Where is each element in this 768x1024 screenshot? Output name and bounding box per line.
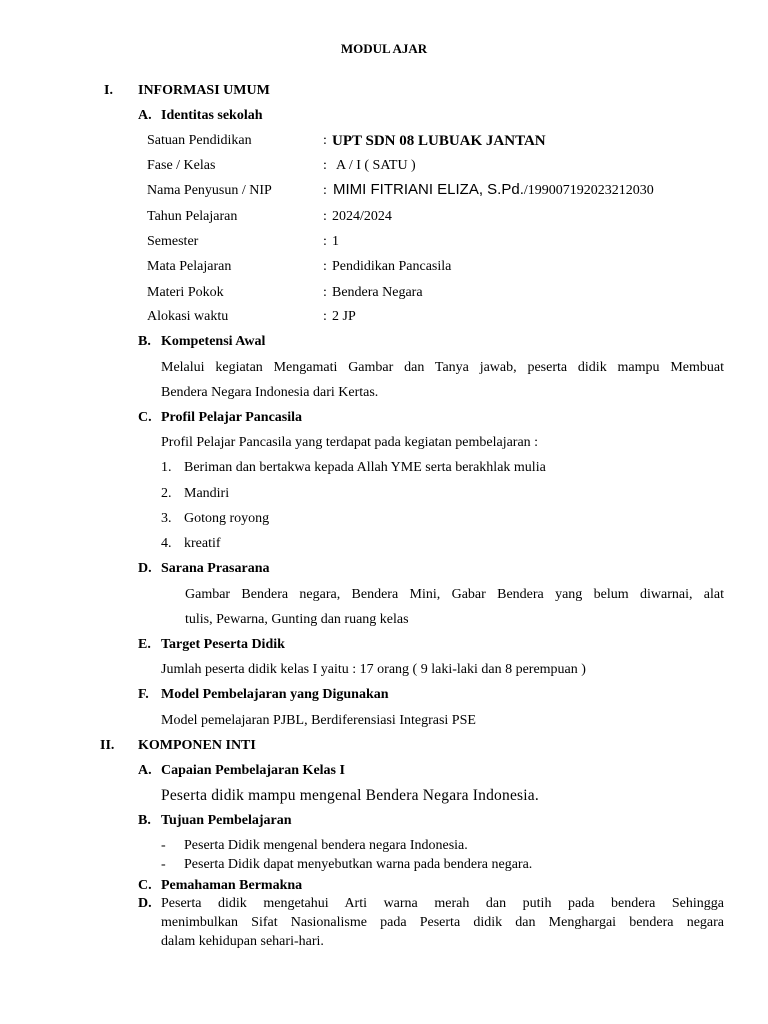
paragraph-line: Bendera Negara Indonesia dari Kertas. (161, 385, 379, 400)
identity-value: Pendidikan Pancasila (332, 259, 452, 274)
subsection-letter: E. (138, 637, 151, 652)
subsection-letter: D. (138, 561, 152, 576)
identity-value: Bendera Negara (332, 285, 423, 300)
identity-value: A / I ( SATU ) (336, 158, 416, 173)
subsection-heading: Sarana Prasarana (161, 561, 270, 576)
section-number: II. (100, 738, 115, 753)
identity-colon: : (323, 209, 327, 224)
subsection-heading: Identitas sekolah (161, 108, 263, 123)
section-heading: INFORMASI UMUM (138, 83, 270, 98)
identity-colon: : (323, 183, 327, 198)
list-number: 3. (161, 511, 172, 526)
subsection-heading: Kompetensi Awal (161, 334, 266, 349)
page-title: MODUL AJAR (340, 41, 428, 56)
list-number: 4. (161, 536, 172, 551)
author-name: MIMI FITRIANI ELIZA, S.Pd. (333, 181, 524, 198)
list-item: Mandiri (184, 486, 230, 501)
identity-colon: : (323, 133, 327, 148)
identity-colon: : (323, 234, 327, 249)
list-number: 1. (161, 460, 172, 475)
paragraph-line: tulis, Pewarna, Gunting dan ruang kelas (185, 612, 409, 627)
subsection-letter: A. (138, 763, 152, 778)
paragraph-line: dalam kehidupan sehari-hari. (161, 934, 324, 949)
identity-colon: : (323, 259, 327, 274)
paragraph-line: Peserta didik mampu mengenal Bendera Negara Indonesia. (161, 787, 539, 804)
list-item: Peserta Didik mengenal bendera negara Indonesia. (184, 838, 468, 853)
subsection-heading: Pemahaman Bermakna (161, 878, 303, 893)
identity-colon: : (323, 158, 327, 173)
identity-label: Fase / Kelas (147, 158, 216, 173)
subsection-heading: Profil Pelajar Pancasila (161, 410, 303, 425)
subsection-heading: Tujuan Pembelajaran (161, 813, 292, 828)
subsection-letter: C. (138, 878, 152, 893)
paragraph-line: Profil Pelajar Pancasila yang terdapat pada kegiatan pembelajaran : (161, 435, 539, 450)
identity-colon: : (323, 309, 327, 324)
paragraph-line: Jumlah peserta didik kelas I yaitu : 17 orang ( 9 laki-laki dan 8 perempuan ) (161, 662, 586, 677)
paragraph-line: Model pemelajaran PJBL, Berdiferensiasi Integrasi PSE (161, 713, 476, 728)
identity-label: Tahun Pelajaran (147, 209, 238, 224)
list-item: kreatif (184, 536, 221, 551)
identity-value: 1 (332, 234, 339, 249)
subsection-letter: D. (138, 896, 152, 911)
author-nip: /199007192023212030 (523, 183, 654, 198)
subsection-letter: F. (138, 687, 149, 702)
identity-label: Materi Pokok (147, 285, 224, 300)
identity-label: Nama Penyusun / NIP (147, 183, 272, 198)
identity-label: Mata Pelajaran (147, 259, 232, 274)
subsection-letter: B. (138, 334, 151, 349)
identity-label: Alokasi waktu (147, 309, 229, 324)
list-bullet: - (161, 857, 166, 872)
paragraph-line: Melalui kegiatan Mengamati Gambar dan Tanya jawab, peserta didik mampu Membuat (161, 360, 724, 375)
list-bullet: - (161, 838, 166, 853)
paragraph-line: menimbulkan Sifat Nasionalisme pada Peserta didik dan Menghargai bendera negara (161, 915, 724, 930)
identity-value: 2 JP (332, 309, 356, 324)
subsection-heading: Target Peserta Didik (161, 637, 285, 652)
identity-label: Semester (147, 234, 199, 249)
subsection-letter: B. (138, 813, 151, 828)
subsection-letter: C. (138, 410, 152, 425)
list-item: Gotong royong (184, 511, 270, 526)
list-item: Peserta Didik dapat menyebutkan warna pada bendera negara. (184, 857, 533, 872)
identity-value: UPT SDN 08 LUBUAK JANTAN (332, 133, 546, 149)
paragraph-line: Gambar Bendera negara, Bendera Mini, Gabar Bendera yang belum diwarnai, alat (185, 587, 724, 602)
section-heading: KOMPONEN INTI (138, 738, 256, 753)
identity-label: Satuan Pendidikan (147, 133, 252, 148)
subsection-heading: Model Pembelajaran yang Digunakan (161, 687, 389, 702)
paragraph-line: Peserta didik mengetahui Arti warna merah dan putih pada bendera Sehingga (161, 896, 724, 911)
identity-colon: : (323, 285, 327, 300)
identity-value (333, 182, 654, 199)
subsection-heading: Capaian Pembelajaran Kelas I (161, 763, 345, 778)
list-item: Beriman dan bertakwa kepada Allah YME serta berakhlak mulia (184, 460, 546, 475)
subsection-letter: A. (138, 108, 152, 123)
list-number: 2. (161, 486, 172, 501)
identity-value: 2024/2024 (332, 209, 392, 224)
section-number: I. (104, 83, 113, 98)
